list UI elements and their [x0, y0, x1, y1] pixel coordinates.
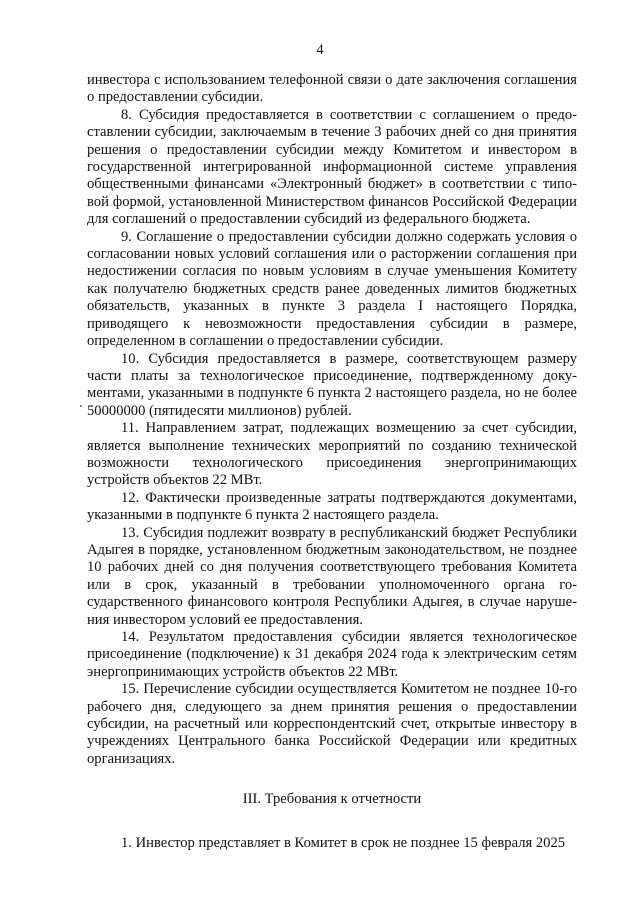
- paragraph-13: 13. Субсидия подлежит возврату в республиканский бюджет Республики Адыгея в порядке, установленном бюджетным законодательством, не позднее 10 рабочих дней со дня получения соответствующего требования Комитета или в срок, указанный в требовании уполномоченного органа государственного финансового контроля Республики Адыгея, в случае нарушения инвестором условий ее предоставления.: [87, 524, 577, 628]
- section-heading: III. Требования к отчетности: [242, 791, 422, 808]
- page-number: 4: [316, 42, 324, 58]
- paragraph-11: 11. Направлением затрат, подлежащих возмещению за счет субсидии, является выполнение технических мероприятий по созданию технической возможности технологического присоединения энергопринимающих устройств объектов 22 МВт.: [87, 420, 577, 489]
- paragraph-9: 9. Соглашение о предоставлении субсидии должно содержать условия о согласовании новых условий соглашения или о расторжении соглашения при недостижении согласия по новым условиям в случае уменьшения Комитету как получателю бюджетных средств ранее доведенных лимитов бюджетных обязательств, указанных в пункте 3 раздела I настоящего Порядка, приводящего к невозможности предоставления субсидии в размере, определенном в соглашении о предоставлении субсидии.: [87, 228, 577, 350]
- paragraph-final: 1. Инвестор представляет в Комитет в срок не позднее 15 февраля 2025: [121, 834, 566, 851]
- paragraph-14: 14. Результатом предоставления субсидии является технологическое присоединение (подключение) к 31 декабря 2024 года к электрическим сетям энергопринимающих устройств объектов 22 МВт.: [87, 629, 577, 680]
- scan-speck: [80, 405, 82, 407]
- document-body: [87, 72, 577, 852]
- paragraph-15: 15. Перечисление субсидии осуществляется Комитетом не позднее 10-го рабочего дня, следующего за днем принятия решения о предоставлении субсидии, на расчетный или корреспондентский счет, открытые инвестору в учреждениях Центрального банка Российской Федерации или кредитных организациях.: [87, 681, 577, 767]
- paragraph-10: 10. Субсидия предоставляется в размере, соответствующем размеру части платы за технологическое присоединение, подтвержденному документами, указанными в подпункте 6 пункта 2 настоящего раздела, но не более 50000000 (пятидесяти миллионов) рублей.: [87, 350, 577, 419]
- paragraph-8: 8. Субсидия предоставляется в соответствии с соглашением о предоставлении субсидии, заключаемым в течение 3 рабочих дней со дня принятия решения о предоставлении субсидии между Комитетом и инвестором в государственной интегрированной информационной системе управления общественными финансами «Электронный бюджет» в соответствии с типовой формой, установленной Министерством финансов Российской Федерации для соглашений о предоставлении субсидий из федерального бюджета.: [87, 106, 577, 228]
- paragraph-12: 12. Фактически произведенные затраты подтверждаются документами, указанными в подпункте 6 пункта 2 настоящего раздела.: [87, 489, 577, 524]
- paragraph-continuation: инвестора с использованием телефонной связи о дате заключения соглашения о предоставлении субсидии.: [87, 72, 577, 106]
